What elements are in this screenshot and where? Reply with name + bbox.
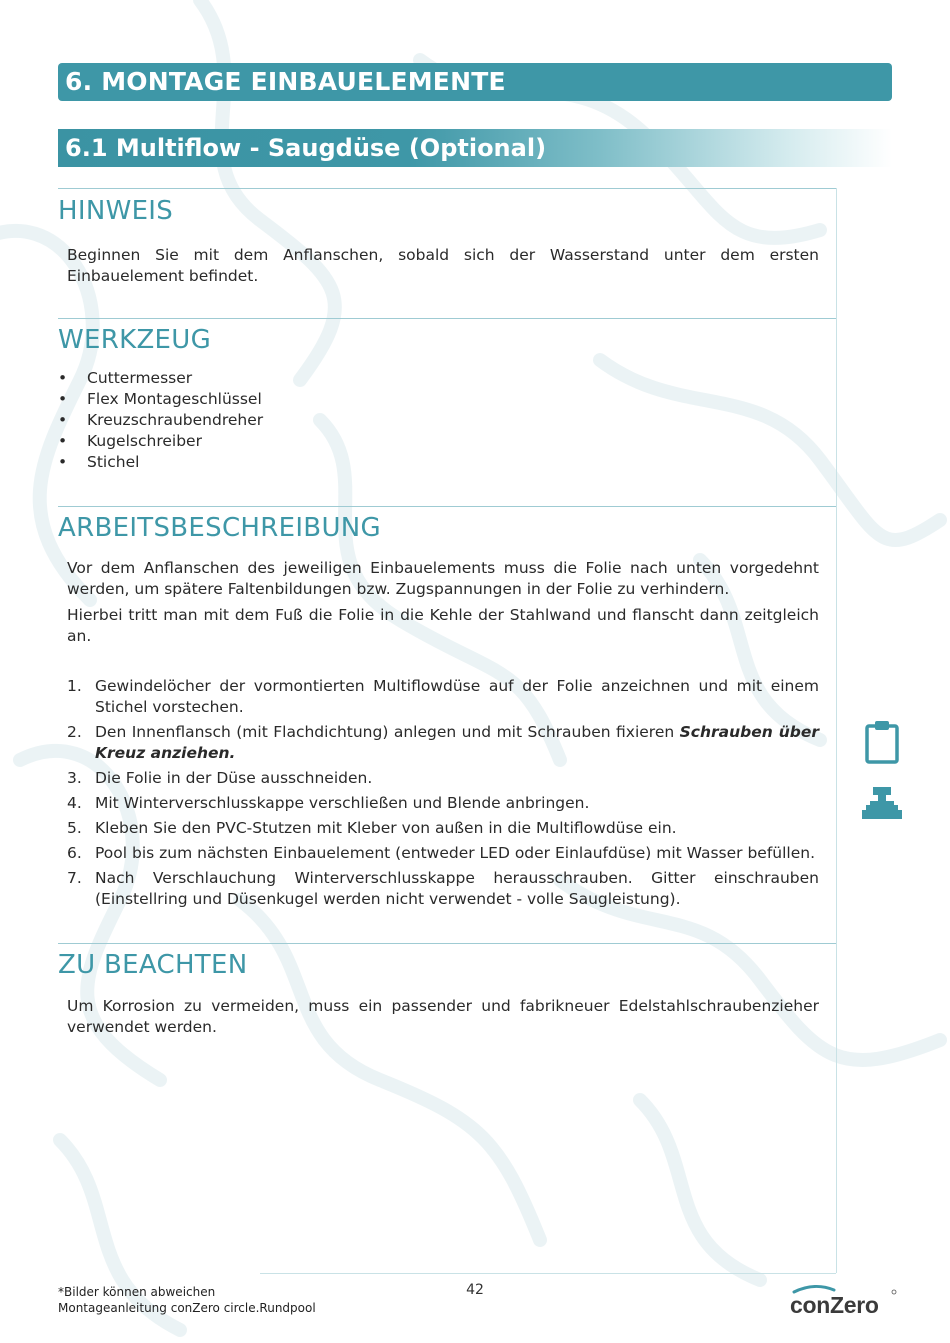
divider bbox=[58, 506, 836, 507]
plumbing-icon bbox=[861, 786, 903, 822]
step-text: Kleben Sie den PVC-Stutzen mit Kleber von außen in die Multiflowdüse ein. bbox=[95, 819, 677, 837]
list-item bbox=[67, 722, 819, 764]
step-text: Den Innenflansch (mit Flachdichtung) anlegen und mit Schrauben fixieren bbox=[95, 723, 680, 741]
step-number: 3. bbox=[67, 769, 82, 787]
chapter-title: 6. MONTAGE EINBAUELEMENTE bbox=[58, 63, 892, 101]
step-list bbox=[67, 676, 819, 914]
page-number: 42 bbox=[466, 1282, 484, 1298]
manual-name: Montageanleitung conZero circle.Rundpool bbox=[58, 1301, 316, 1315]
step-text: Mit Winterverschlusskappe verschließen und Blende anbringen. bbox=[95, 794, 590, 812]
step-number: 4. bbox=[67, 794, 82, 812]
list-item: • Kugelschreiber bbox=[58, 431, 263, 452]
logo-text: conZero bbox=[790, 1292, 879, 1318]
step-number: 7. bbox=[67, 869, 82, 887]
clipboard-icon bbox=[864, 720, 900, 764]
step-number: 2. bbox=[67, 723, 82, 741]
list-item: • Kreuzschraubendreher bbox=[58, 410, 263, 431]
step-text: Die Folie in der Düse ausschneiden. bbox=[95, 769, 373, 787]
list-item bbox=[67, 676, 819, 718]
zu-beachten-text: Um Korrosion zu vermeiden, muss ein passender und fabrikneuer Edelstahlschraubenzieher verwendet werden. bbox=[67, 997, 819, 1036]
step-number: 1. bbox=[67, 677, 82, 695]
list-item bbox=[67, 768, 819, 789]
zu-beachten-title: ZU BEACHTEN bbox=[58, 950, 248, 980]
list-item: • Flex Montageschlüssel bbox=[58, 389, 263, 410]
divider bbox=[58, 318, 836, 319]
list-item bbox=[67, 818, 819, 839]
list-item bbox=[67, 843, 819, 864]
tool-list bbox=[58, 368, 263, 473]
list-item: • Cuttermesser bbox=[58, 368, 263, 389]
step-number: 5. bbox=[67, 819, 82, 837]
step-text: Nach Verschlauchung Winterverschlusskappe herausschrauben. Gitter einschrauben (Einstellring und Düsenkugel werden nicht verwendet - volle Saugleistung). bbox=[95, 869, 819, 908]
image-disclaimer: *Bilder können abweichen bbox=[58, 1285, 216, 1299]
work-description-paragraph: Hierbei tritt man mit dem Fuß die Folie in die Kehle der Stahlwand und flanscht dann zeitgleich an. bbox=[67, 606, 819, 645]
step-number: 6. bbox=[67, 844, 82, 862]
step-emphasis: Schrauben über Kreuz anziehen. bbox=[95, 723, 819, 762]
list-item bbox=[67, 868, 819, 910]
step-text: Gewindelöcher der vormontierten Multiflowdüse auf der Folie anzeichnen und mit einem Stichel vorstechen. bbox=[95, 677, 819, 716]
hinweis-text: Beginnen Sie mit dem Anflanschen, sobald sich der Wasserstand unter dem ersten Einbauelement befindet. bbox=[67, 246, 819, 285]
hinweis-title: HINWEIS bbox=[58, 196, 174, 226]
werkzeug-title: WERKZEUG bbox=[58, 325, 212, 355]
vertical-divider bbox=[836, 188, 837, 1273]
list-item bbox=[67, 793, 819, 814]
divider bbox=[58, 188, 836, 189]
section-title: 6.1 Multiflow - Saugdüse (Optional) bbox=[58, 129, 892, 167]
arbeitsbeschreibung-title: ARBEITSBESCHREIBUNG bbox=[58, 513, 381, 543]
footer-divider bbox=[260, 1273, 836, 1274]
work-description-paragraph: Vor dem Anflanschen des jeweiligen Einbauelements muss die Folie nach unten vorgedehnt werden, um spätere Faltenbildungen bzw. Zugspannungen in der Folie zu verhindern. bbox=[67, 559, 819, 598]
step-text: Pool bis zum nächsten Einbauelement (entweder LED oder Einlaufdüse) mit Wasser befüllen. bbox=[95, 844, 816, 862]
list-item: • Stichel bbox=[58, 452, 263, 473]
divider bbox=[58, 943, 836, 944]
